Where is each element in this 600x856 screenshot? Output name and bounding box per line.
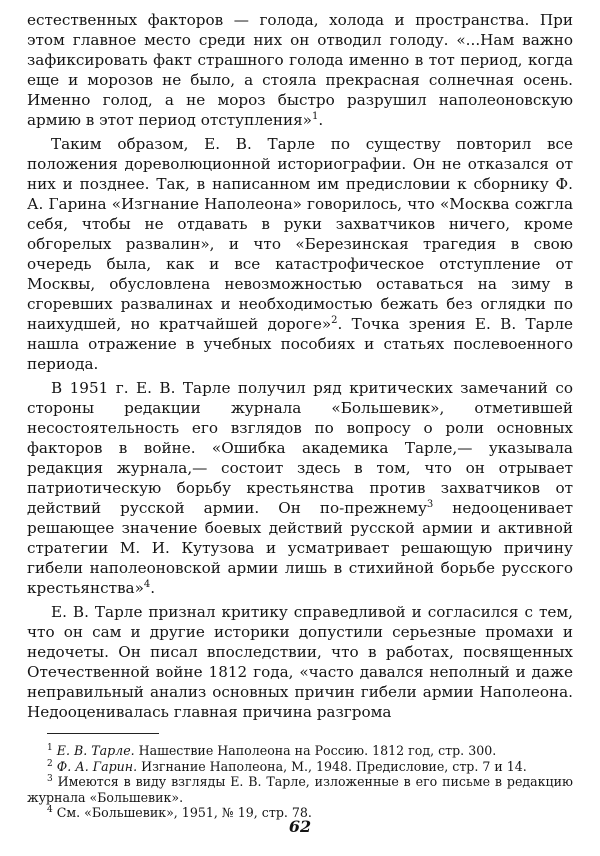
footnote-3-number: 3 <box>47 773 53 784</box>
paragraph-2-text-a: Таким образом, Е. В. Тарле по существу повторил все положения дореволюционной историографии. Он не отказался от них и позднее. Так, в написанном им предисловии к сборнику Ф. А. Гарина «Изгнание Наполеона» говорилось, что «Москва сожгла себя, чтобы не отдавать в руки захватчиков ничего, кроме обгорелых развалин», и что «Березинская трагедия в свою очередь была, как и все катастрофическое отступление от Москвы, обусловлена невозможностью оставаться на зиму в сгоревших развалинах и необходимостью бежать без оглядки по наихудшей, но кратчайшей дороге» <box>27 135 573 333</box>
footnote-2-number: 2 <box>47 758 53 769</box>
page-number: 62 <box>288 817 312 836</box>
paragraph-1-end: . <box>318 111 324 129</box>
footnote-3-text: Имеются в виду взгляды Е. В. Тарле, изложенные в его письме в редакцию журнала «Большевик». <box>27 774 573 805</box>
footnote-4-number: 4 <box>47 804 53 815</box>
footnote-1-text: Нашествие Наполеона на Россию. 1812 год, стр. 300. <box>134 743 497 758</box>
paragraph-1 <box>27 10 573 130</box>
footnote-2-author: Ф. А. Гарин. <box>56 758 138 774</box>
paragraph-2-text-b: . Точка зрения Е. В. Тарле нашла отражение в учебных пособиях и статьях послевоенного периода. <box>27 315 573 373</box>
footnote-4-text: См. «Большевик», 1951, № 19, стр. 78. <box>52 805 312 820</box>
footnote-3 <box>27 774 573 805</box>
footnote-ref-4: 4 <box>143 578 151 590</box>
footnote-separator <box>47 733 159 734</box>
paragraph-3-end: . <box>150 579 156 597</box>
paragraph-4-text: Е. В. Тарле признал критику справедливой и согласился с тем, что он сам и другие историки допустили серьезные промахи и недочеты. Он писал впоследствии, что в работах, посвященных Отечественной войне 1812 года, «часто давался неполный и даже неправильный анализ основных причин гибели армии Наполеона. Недооценивалась главная причина разгрома <box>27 603 573 721</box>
paragraph-3 <box>27 378 573 598</box>
paragraph-3-text-b: недооценивает решающее значение боевых действий русской армии и активной стратегии М. И. Кутузова и усматривает решающую причину гибели наполеоновской армии лишь в стихийной борьбе русского крестьянства» <box>27 499 574 597</box>
footnote-ref-3: 3 <box>426 498 434 510</box>
footnote-ref-2: 2 <box>331 314 338 326</box>
paragraph-3-text-a: В 1951 г. Е. В. Тарле получил ряд критических замечаний со стороны редакции журнала «Большевик», отметившей несостоятельность его взглядов по вопросу о роли основных факторов в войне. «Ошибка академика Тарле,— указывала редакция журнала,— состоит здесь в том, что он отрывает патриотическую борьбу крестьянства против захватчиков от действий русской армии. Он по-прежнему <box>27 379 573 517</box>
main-text <box>27 10 573 722</box>
footnote-2 <box>27 759 573 775</box>
footnote-1 <box>27 743 573 759</box>
paragraph-4 <box>27 602 573 722</box>
footnotes <box>27 743 573 821</box>
footnote-ref-1: 1 <box>311 110 319 122</box>
paragraph-2 <box>27 134 573 374</box>
footnote-2-text: Изгнание Наполеона, М., 1948. Предисловие, стр. 7 и 14. <box>137 758 527 774</box>
footnote-1-author: Е. В. Тарле. <box>56 743 135 758</box>
paragraph-1-text: естественных факторов — голода, холода и пространства. При этом главное место среди них он отводил голоду. «...Нам важно зафиксировать факт страшного голода именно в тот период, когда еще и морозов не было, а стояла прекрасная солнечная осень. Именно голод, а не мороз быстро разрушил наполеоновскую армию в этот период отступления» <box>27 11 573 129</box>
footnote-1-number: 1 <box>47 742 53 753</box>
